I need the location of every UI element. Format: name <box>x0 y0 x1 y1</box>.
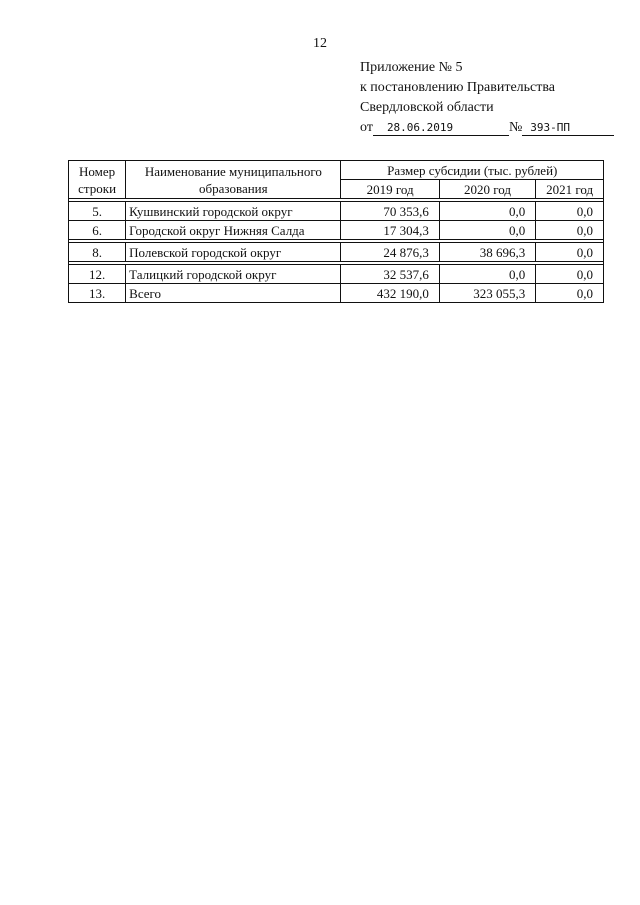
header-row-number-line1: Номер <box>79 163 116 179</box>
row-value-2019: 70 353,6 <box>341 202 439 221</box>
header-year-2019: 2019 год <box>341 180 439 199</box>
page-number: 12 <box>313 36 327 51</box>
row-number: 8. <box>69 243 126 262</box>
row-value-2021: 0,0 <box>536 265 604 284</box>
row-value-2021: 0,0 <box>536 221 604 240</box>
row-value-2019: 32 537,6 <box>341 265 439 284</box>
header-municipality-name <box>126 161 341 199</box>
row-value-2021: 0,0 <box>536 202 604 221</box>
row-value-2020: 0,0 <box>439 265 535 284</box>
table-row <box>69 221 604 240</box>
row-value-2020: 0,0 <box>439 221 535 240</box>
appendix-title: Приложение № 5 <box>360 60 463 75</box>
row-value-2020: 323 055,3 <box>439 284 535 303</box>
row-name: Полевской городской округ <box>126 243 341 262</box>
row-value-2019: 432 190,0 <box>341 284 439 303</box>
header-name-line2: образования <box>199 180 268 196</box>
row-value-2019: 24 876,3 <box>341 243 439 262</box>
row-number: 12. <box>69 265 126 284</box>
header-name-line1: Наименование муниципального <box>144 163 322 179</box>
table-row-total <box>69 284 604 303</box>
appendix-header <box>360 58 614 138</box>
table-row <box>69 202 604 221</box>
header-year-2021: 2021 год <box>536 180 604 199</box>
row-name: Городской округ Нижняя Салда <box>126 221 341 240</box>
row-name: Всего <box>126 284 341 303</box>
row-value-2020: 38 696,3 <box>439 243 535 262</box>
row-value-2019: 17 304,3 <box>341 221 439 240</box>
appendix-resolution-line: к постановлению Правительства <box>360 80 556 95</box>
from-label: от <box>360 120 373 135</box>
row-number: 13. <box>69 284 126 303</box>
resolution-number: 393-ПП <box>522 121 614 136</box>
resolution-date: 28.06.2019 <box>373 121 509 136</box>
row-number: 6. <box>69 221 126 240</box>
header-year-2020: 2020 год <box>439 180 535 199</box>
appendix-region-line: Свердловской области <box>360 100 494 115</box>
table-row <box>69 243 604 262</box>
appendix-date-number-line <box>360 118 614 138</box>
header-row-number <box>69 161 126 199</box>
row-value-2020: 0,0 <box>439 202 535 221</box>
subsidy-table <box>68 160 604 303</box>
header-row-number-line2: строки <box>78 180 117 196</box>
row-value-2021: 0,0 <box>536 284 604 303</box>
row-name: Кушвинский городской округ <box>126 202 341 221</box>
row-name: Талицкий городской округ <box>126 265 341 284</box>
row-value-2021: 0,0 <box>536 243 604 262</box>
number-label: № <box>508 120 523 135</box>
table-row <box>69 265 604 284</box>
header-subsidy-group: Размер субсидии (тыс. рублей) <box>341 161 604 180</box>
row-number: 5. <box>69 202 126 221</box>
